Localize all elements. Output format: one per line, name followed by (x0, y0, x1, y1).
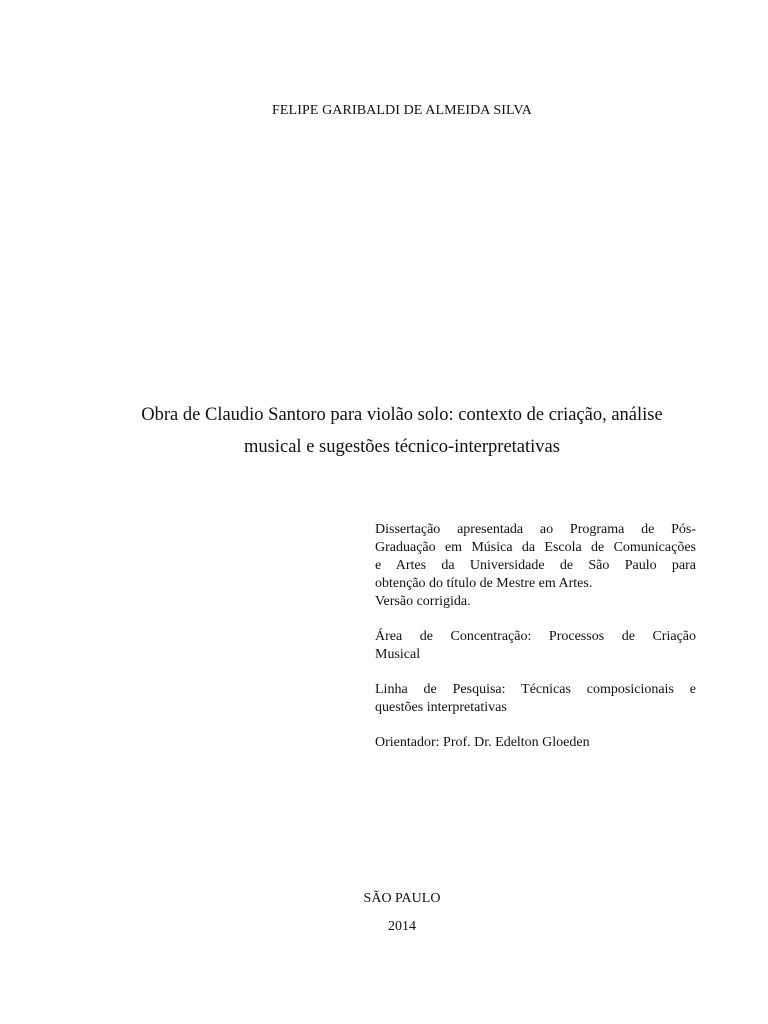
area-line-1: Área de Concentração: Processos de Criação (375, 629, 696, 644)
advisor-info (375, 734, 696, 752)
research-line (375, 681, 696, 717)
city: SÃO PAULO (363, 891, 441, 906)
advisor-line: Orientador: Prof. Dr. Edelton Gloeden (375, 735, 590, 750)
title-line-1: Obra de Claudio Santoro para violão solo: contexto de criação, análise (141, 405, 663, 425)
research-line-2: questões interpretativas (375, 700, 507, 715)
dissertation-title (0, 399, 768, 463)
year: 2014 (388, 919, 416, 934)
statement-line-2: Graduação em Música da Escola de Comunicações (375, 540, 696, 555)
dissertation-note (375, 521, 696, 769)
dissertation-statement (375, 521, 696, 611)
version-note: Versão corrigida. (375, 594, 471, 609)
area-line-2: Musical (375, 647, 421, 662)
research-line-1: Linha de Pesquisa: Técnicas composicionais e (375, 682, 696, 697)
concentration-area (375, 628, 696, 664)
author-name: FELIPE GARIBALDI DE ALMEIDA SILVA (272, 103, 532, 118)
statement-line-1: Dissertação apresentada ao Programa de Pós- (375, 522, 696, 537)
title-line-2: musical e sugestões técnico-interpretativas (244, 437, 560, 457)
statement-line-3: e Artes da Universidade de São Paulo para (375, 558, 696, 573)
statement-line-4: obtenção do título de Mestre em Artes. (375, 576, 593, 591)
